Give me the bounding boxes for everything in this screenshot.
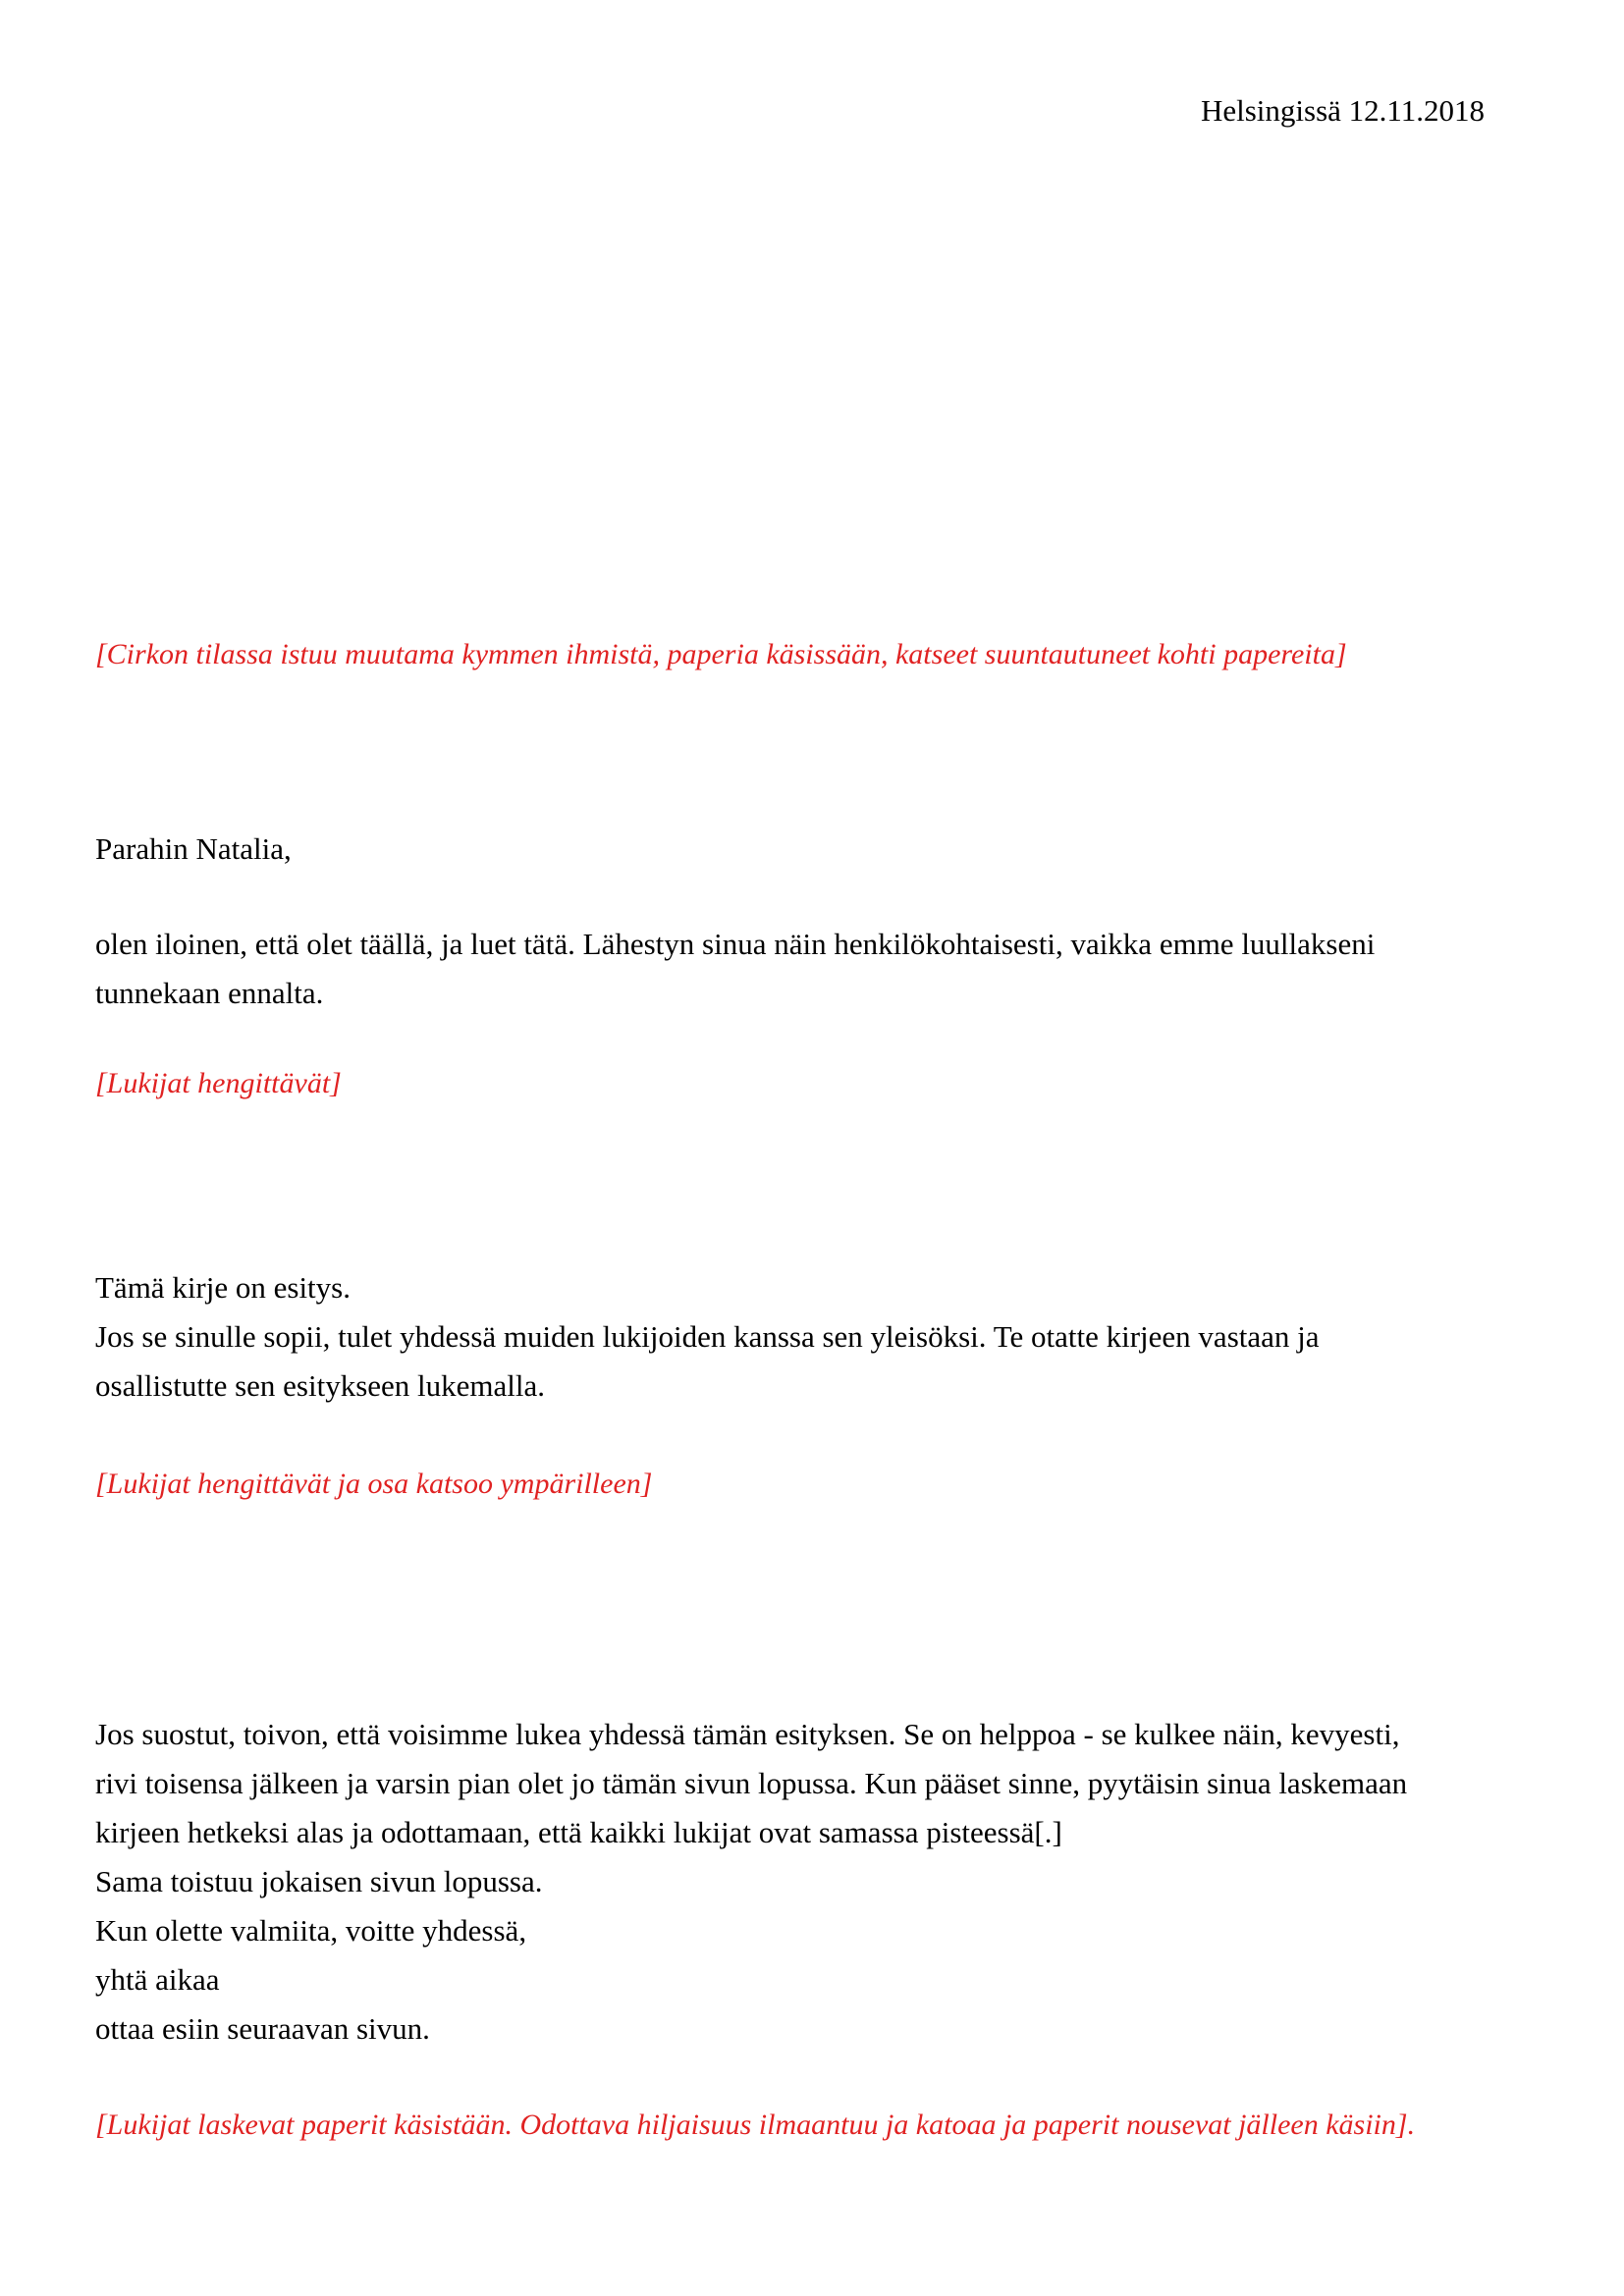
paragraph-2-line-1: Tämä kirje on esitys. bbox=[95, 1270, 351, 1305]
stage-direction-4: [Lukijat laskevat paperit käsistään. Odottava hiljaisuus ilmaantuu ja katoaa ja paperit nousevat jälleen käsiin]. bbox=[95, 2109, 1416, 2141]
paragraph-3-line-2: rivi toisensa jälkeen ja varsin pian olet jo tämän sivun lopussa. Kun pääset sinne, pyytäisin sinua laskemaan bbox=[95, 1766, 1408, 1800]
stage-direction-3: [Lukijat hengittävät ja osa katsoo ympärilleen] bbox=[95, 1468, 653, 1500]
paragraph-2-line-2: Jos se sinulle sopii, tulet yhdessä muiden lukijoiden kanssa sen yleisöksi. Te otatte kirjeen vastaan ja bbox=[95, 1319, 1320, 1354]
stage-direction-2: [Lukijat hengittävät] bbox=[95, 1067, 342, 1099]
paragraph-1 bbox=[95, 920, 1506, 1018]
salutation: Parahin Natalia, bbox=[95, 831, 292, 866]
paragraph-1-line-2: tunnekaan ennalta. bbox=[95, 976, 324, 1010]
paragraph-2-line-3: osallistutte sen esitykseen lukemalla. bbox=[95, 1368, 546, 1403]
paragraph-3 bbox=[95, 1710, 1506, 2054]
paragraph-3-line-3: kirjeen hetkeksi alas ja odottamaan, että kaikki lukijat ovat samassa pisteessä[.] bbox=[95, 1815, 1062, 1849]
paragraph-3-line-4: Sama toistuu jokaisen sivun lopussa. bbox=[95, 1864, 543, 1898]
paragraph-3-line-7: ottaa esiin seuraavan sivun. bbox=[95, 2011, 430, 2046]
paragraph-1-line-1: olen iloinen, että olet täällä, ja luet tätä. Lähestyn sinua näin henkilökohtaisesti, vaikka emme luullakseni bbox=[95, 927, 1376, 961]
dateline: Helsingissä 12.11.2018 bbox=[1200, 93, 1485, 128]
paragraph-2 bbox=[95, 1263, 1506, 1411]
paragraph-3-line-1: Jos suostut, toivon, että voisimme lukea yhdessä tämän esityksen. Se on helppoa - se kulkee näin, kevyesti, bbox=[95, 1717, 1400, 1751]
paragraph-3-line-6: yhtä aikaa bbox=[95, 1962, 220, 1997]
stage-direction-1: [Cirkon tilassa istuu muutama kymmen ihmistä, paperia käsissään, katseet suuntautuneet kohti papereita] bbox=[95, 638, 1347, 670]
paragraph-3-line-5: Kun olette valmiita, voitte yhdessä, bbox=[95, 1913, 527, 1948]
